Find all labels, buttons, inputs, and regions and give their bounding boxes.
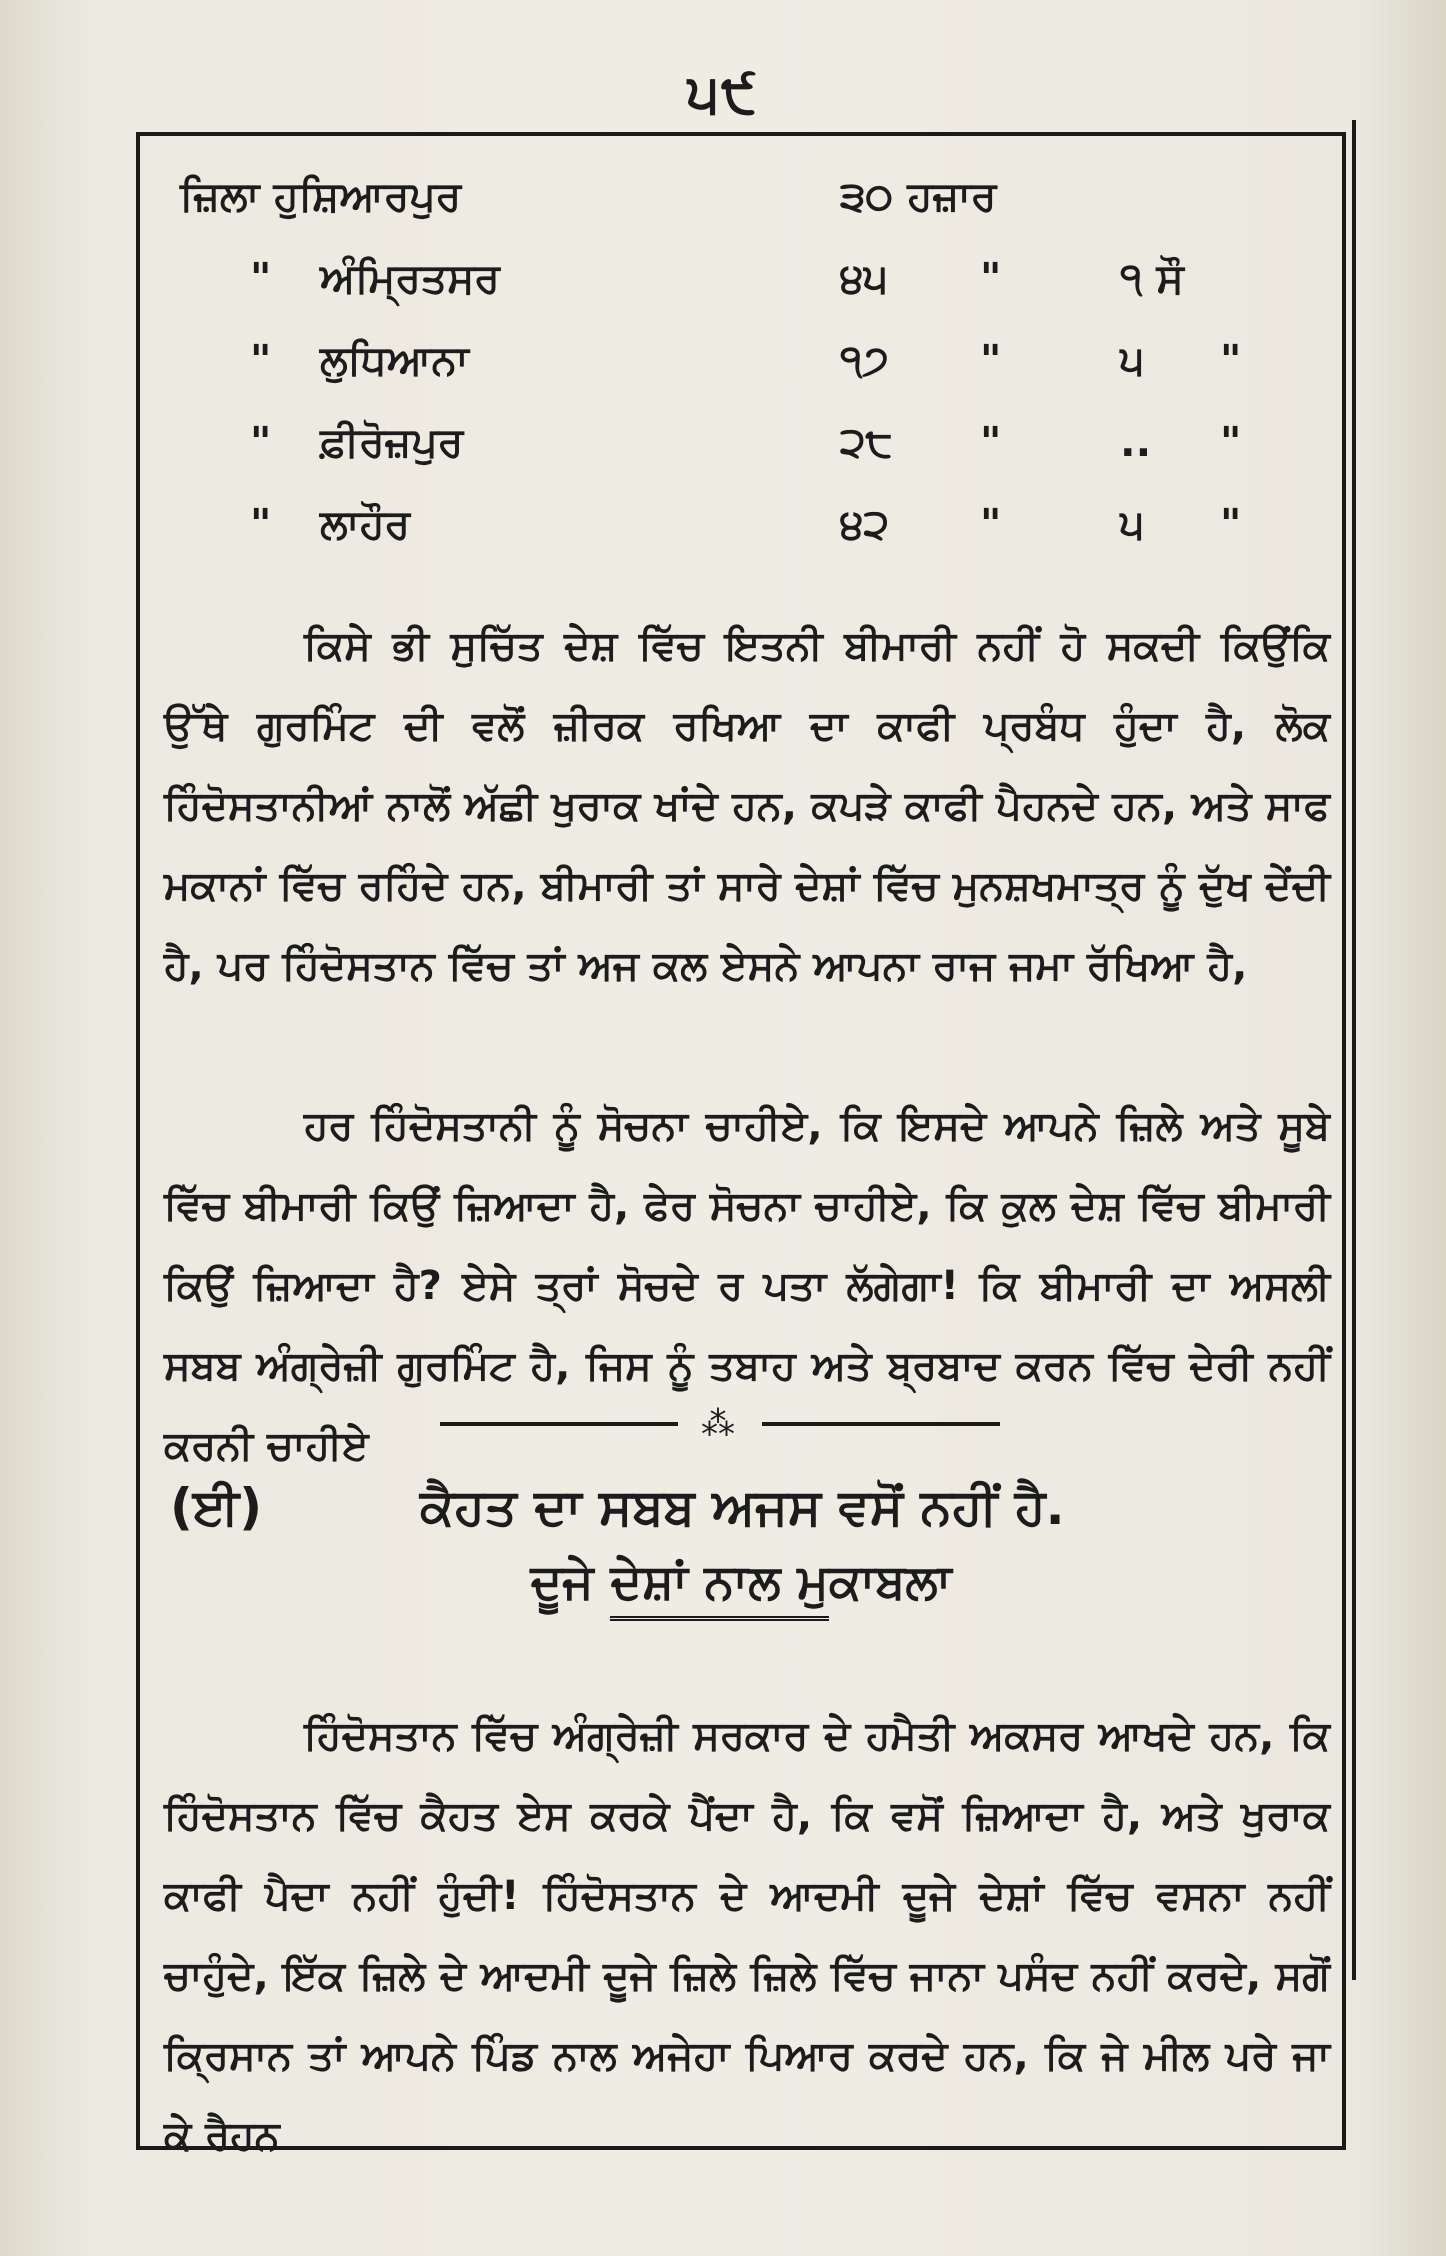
table-row: [180, 236, 1310, 318]
section-subtitle: [140, 1554, 1342, 1611]
content-frame: [136, 132, 1346, 2159]
section-heading: [170, 1466, 1310, 1546]
paragraph-famine: ਹਿੰਦੋਸਤਾਨ ਵਿੱਚ ਅੰਗ੍ਰੇਜ਼ੀ ਸਰਕਾਰ ਦੇ ਹਮੈਤੀ ਅਕਸਰ ਆਖਦੇ ਹਨ, ਕਿ ਹਿੰਦੋਸਤਾਨ ਵਿੱਚ ਕੈਹਤ ਏਸ ਕਰਕੇ ਪੈਂਦਾ ਹੈ, ਕਿ ਵਸੋਂ ਜ਼ਿਆਦਾ ਹੈ, ਅਤੇ ਖੁਰਾਕ ਕਾਫੀ ਪੈਦਾ ਨਹੀਂ ਹੁੰਦੀ! ਹਿੰਦੋਸਤਾਨ ਦੇ ਆਦਮੀ ਦੂਜੇ ਦੇਸ਼ਾਂ ਵਿੱਚ ਵਸਨਾ ਨਹੀਂ ਚਾਹੁੰਦੇ, ਇੱਕ ਜ਼ਿਲੇ ਦੇ ਆਦਮੀ ਦੂਜੇ ਜ਼ਿਲੇ ਜ਼ਿਲੇ ਵਿੱਚ ਜਾਨਾ ਪਸੰਦ ਨਹੀਂ ਕਰਦੇ, ਸਗੋਂ ਕ੍ਰਿਸਾਨ ਤਾਂ ਆਪਨੇ ਪਿੰਡ ਨਾਲ ਅਜੇਹਾ ਪਿਆਰ ਕਰਦੇ ਹਨ, ਕਿ ਜੇ ਮੀਲ ਪਰੇ ਜਾ ਕੇ ਰੈਹਨ: [164, 1713, 1330, 2159]
ditto-mark: ": [980, 500, 1002, 548]
district-name: ਲੁਧਿਆਨਾ: [320, 336, 469, 384]
bottom-rule: [140, 2148, 1350, 2152]
ditto-mark: ": [1220, 500, 1242, 548]
ditto-mark: ": [250, 500, 272, 548]
table-row: [180, 154, 1310, 236]
ditto-mark: ": [1220, 336, 1242, 384]
ditto-mark: ": [980, 418, 1002, 466]
second-value: ੫: [1120, 336, 1145, 384]
subtitle-rest: ਕਾਬਲਾ: [828, 1554, 952, 1610]
section-divider: [440, 1404, 1000, 1444]
table-row: [180, 400, 1310, 482]
second-value: ੫: [1120, 500, 1145, 548]
ditto-mark: ": [250, 336, 272, 384]
section-marker: (ਈ): [170, 1478, 263, 1536]
subtitle-plain: ਦੂਜੇ: [530, 1554, 611, 1610]
ditto-mark: ": [250, 418, 272, 466]
ditto-mark: ": [980, 254, 1002, 302]
district-table: [180, 154, 1310, 564]
page-number: ੫੯: [687, 62, 759, 125]
district-name: ਫ਼ੀਰੋਜ਼ਪੁਰ: [320, 418, 464, 466]
paragraph-cause: ਹਰ ਹਿੰਦੋਸਤਾਨੀ ਨੂੰ ਸੋਚਨਾ ਚਾਹੀਏ, ਕਿ ਇਸਦੇ ਆਪਨੇ ਜ਼ਿਲੇ ਅਤੇ ਸੂਬੇ ਵਿੱਚ ਬੀਮਾਰੀ ਕਿਉਂ ਜ਼ਿਆਦਾ ਹੈ, ਫੇਰ ਸੋਚਨਾ ਚਾਹੀਏ, ਕਿ ਕੁਲ ਦੇਸ਼ ਵਿੱਚ ਬੀਮਾਰੀ ਕਿਉਂ ਜ਼ਿਆਦਾ ਹੈ? ਏਸੇ ਤ੍ਰਾਂ ਸੋਚਦੇ ਰ ਪਤਾ ਲੱਗੇਗਾ! ਕਿ ਬੀਮਾਰੀ ਦਾ ਅਸਲੀ ਸਬਬ ਅੰਗ੍ਰੇਜ਼ੀ ਗੁਰਮਿੰਟ ਹੈ, ਜਿਸ ਨੂੰ ਤਬਾਹ ਅਤੇ ਬ੍ਰਬਾਦ ਕਰਨ ਵਿੱਚ ਦੇਰੀ ਨਹੀਂ ਕਰਨੀ ਚਾਹੀਏ: [164, 1103, 1330, 1469]
section-title: ਕੈਹਤ ਦਾ ਸਬਬ ਅਜਸ ਵਸੋਂ ਨਹੀਂ ਹੈ.: [420, 1478, 1065, 1536]
divider-line: [762, 1422, 1000, 1426]
count-value: ੪੨: [840, 500, 890, 548]
table-row: [180, 318, 1310, 400]
ornament-icon: ⁂: [701, 1404, 735, 1444]
ditto-mark: ": [1220, 418, 1242, 466]
district-name: ਲਾਹੌਰ: [320, 500, 411, 548]
count-value: ੨੮: [840, 418, 893, 466]
table-row: [180, 482, 1310, 564]
second-value: ..: [1120, 418, 1152, 466]
district-name: ਜ਼ਿਲਾ ਹੁਸ਼ਿਆਰਪੁਰ: [180, 172, 462, 220]
subtitle-underlined: ਦੇਸ਼ਾਂ ਨਾਲ ਮੁ: [610, 1554, 829, 1621]
second-value: ੧ ਸੌ: [1120, 254, 1184, 302]
ditto-mark: ": [250, 254, 272, 302]
count-value: ੪੫: [840, 254, 888, 302]
count-value: ੩੦ ਹਜ਼ਾਰ: [840, 172, 997, 220]
paragraph-illness: ਕਿਸੇ ਭੀ ਸੁਚਿੱਤ ਦੇਸ਼ ਵਿੱਚ ਇਤਨੀ ਬੀਮਾਰੀ ਨਹੀਂ ਹੋ ਸਕਦੀ ਕਿਉਂਕਿ ਉੱਥੇ ਗੁਰਮਿੰਟ ਦੀ ਵਲੋਂ ਜ਼ੀਰਕ ਰਖਿਆ ਦਾ ਕਾਫੀ ਪ੍ਰਬੰਧ ਹੁੰਦਾ ਹੈ, ਲੋਕ ਹਿੰਦੋਸਤਾਨੀਆਂ ਨਾਲੋਂ ਅੱਛੀ ਖੁਰਾਕ ਖਾਂਦੇ ਹਨ, ਕਪੜੇ ਕਾਫੀ ਪੈਹਨਦੇ ਹਨ, ਅਤੇ ਸਾਫ ਮਕਾਨਾਂ ਵਿੱਚ ਰਹਿੰਦੇ ਹਨ, ਬੀਮਾਰੀ ਤਾਂ ਸਾਰੇ ਦੇਸ਼ਾਂ ਵਿੱਚ ਮੁਨਸ਼ਖਮਾਤ੍ਰ ਨੂੰ ਦੁੱਖ ਦੇਂਦੀ ਹੈ, ਪਰ ਹਿੰਦੋਸਤਾਨ ਵਿੱਚ ਤਾਂ ਅਜ ਕਲ ਏਸਨੇ ਆਪਨਾ ਰਾਜ ਜਮਾ ਰੱਖਿਆ ਹੈ,: [164, 623, 1330, 989]
district-name: ਅੰਮ੍ਰਿਤਸਰ: [320, 254, 500, 302]
ditto-mark: ": [980, 336, 1002, 384]
divider-line: [440, 1422, 678, 1426]
count-value: ੧੭: [840, 336, 889, 384]
